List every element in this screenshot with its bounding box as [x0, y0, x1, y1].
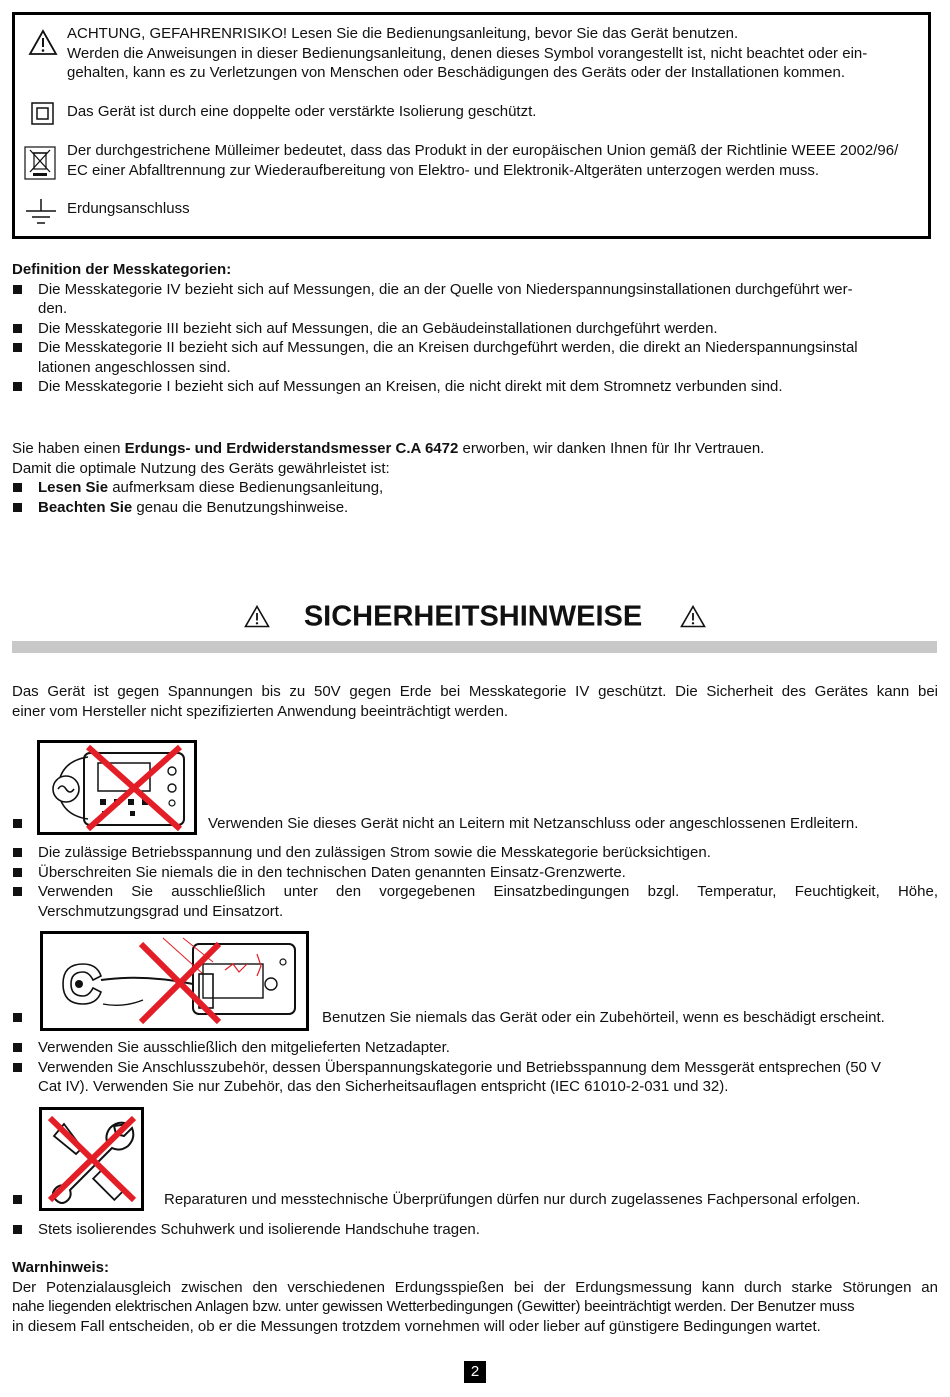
- intro-section: [12, 439, 938, 517]
- safety-title-text: SICHERHEITSHINWEISE: [303, 600, 643, 633]
- safety-group-2: [12, 1038, 938, 1097]
- earth-text: Erdungsanschluss: [67, 200, 190, 217]
- warning-line-1: ACHTUNG, GEFAHRENRISIKO! Lesen Sie die Bedienungsanleitung, bevor Sie das Gerät benutzen.: [67, 25, 739, 42]
- pic1-bullet: Verwenden Sie dieses Gerät nicht an Leitern mit Netzanschluss oder angeschlossenen Erdleitern.: [12, 814, 950, 834]
- double-insulation-icon: [31, 102, 54, 125]
- insulation-text: Das Gerät ist durch eine doppelte oder verstärkte Isolierung geschützt.: [67, 103, 537, 120]
- safety-group-3: [12, 1220, 938, 1240]
- category-item: Die Messkategorie IV bezieht sich auf Messungen, die an der Quelle von Niederspannungsinstallationen durchgeführt wer- den.: [12, 280, 938, 319]
- symbol-row-weee: [12, 141, 940, 183]
- symbol-row-insulation: [12, 102, 940, 126]
- safety-item: Verwenden Sie ausschließlich unter den vorgegebenen Einsatzbedingungen bzgl. Temperatur, Feuchtigkeit, Höhe, Verschmutzungsgrad und Einsatzort.: [12, 882, 938, 921]
- intro-bullet: Beachten Sie genau die Benutzungshinweise.: [12, 498, 938, 518]
- warning-triangle-icon: [244, 605, 270, 628]
- warning-triangle-icon: [680, 605, 706, 628]
- pic2-bullet: Benutzen Sie niemals das Gerät oder ein Zubehörteil, wenn es beschädigt erscheint.: [12, 1008, 950, 1028]
- safety-intro: Das Gerät ist gegen Spannungen bis zu 50V gegen Erde bei Messkategorie IV geschützt. Die Sicherheit des Gerätes kann bei einer vom Hersteller nicht spezifizierten Anwendung beeinträchtigt werden.: [12, 683, 938, 720]
- safety-item: Verwenden Sie Anschlusszubehör, dessen Überspannungskategorie und Betriebsspannung dem Messgerät entsprechen (50 V Cat IV). Verwenden Sie nur Zubehör, das den Sicherheitsauflagen entspricht (IEC 61010-2-031 und 32).: [12, 1058, 938, 1097]
- intro-line-2: Damit die optimale Nutzung des Geräts gewährleistet ist:: [12, 459, 390, 477]
- title-divider: [12, 641, 937, 653]
- safety-item: Die zulässige Betriebsspannung und den zulässigen Strom sowie die Messkategorie berücksichtigen.: [12, 843, 938, 863]
- pic3-bullet: Reparaturen und messtechnische Überprüfungen dürfen nur durch zugelassenes Fachpersonal erfolgen.: [12, 1190, 950, 1210]
- warning-line-2: Werden die Anweisungen in dieser Bedienungsanleitung, denen dieses Symbol vorangestellt ist, nicht beachtet oder ein-: [67, 44, 868, 62]
- weee-line-2: EC einer Abfalltrennung zur Wiederaufbereitung von Elektro- und Elektronik-Altgeräten unterzogen werden muss.: [67, 161, 820, 179]
- categories-heading: Definition der Messkategorien:: [12, 261, 232, 278]
- intro-bullet: Lesen Sie aufmerksam diese Bedienungsanleitung,: [12, 478, 938, 498]
- safety-item: Überschreiten Sie niemals die in den technischen Daten genannten Einsatz-Grenzwerte.: [12, 863, 938, 883]
- safety-title: [0, 596, 950, 635]
- warning-note-heading: Warnhinweis:: [12, 1259, 109, 1276]
- safety-group-1: [12, 843, 938, 921]
- warning-triangle-icon: [28, 29, 58, 56]
- warning-note: Warnhinweis: Der Potenzialausgleich zwischen den verschiedenen Erdungsspießen bei der Erdungsmessung kann durch starke Störungen an nahe liegenden elektrischen Anlagen bzw. unter gewissen Wetterbedingungen (Gewitter) beeinträchtigt werden. Der Benutzer muss in diesem Fall entscheiden, ob er die Messungen trotzdem vornehmen will oder lieber auf günstigere Bedingungen wartet.: [12, 1259, 938, 1335]
- page-number: 2: [464, 1361, 486, 1383]
- safety-item: Verwenden Sie ausschließlich den mitgelieferten Netzadapter.: [12, 1038, 938, 1058]
- weee-line-1: Der durchgestrichene Mülleimer bedeutet, dass das Produkt in der europäischen Union gemäß der Richtlinie WEEE 2002/96/: [67, 142, 899, 159]
- earth-ground-icon: [24, 199, 58, 227]
- symbol-row-warning: [12, 24, 940, 84]
- crossed-bin-icon: [24, 146, 56, 180]
- category-item: Die Messkategorie I bezieht sich auf Messungen an Kreisen, die nicht direkt mit dem Stromnetz verbunden sind.: [12, 377, 938, 397]
- category-item: Die Messkategorie III bezieht sich auf Messungen, die an Gebäudeinstallationen durchgeführt werden.: [12, 319, 938, 339]
- categories-section: [12, 260, 938, 397]
- category-item: Die Messkategorie II bezieht sich auf Messungen, die an Kreisen durchgeführt werden, die direkt an Niederspannungsinstal lationen angeschlossen sind.: [12, 338, 938, 377]
- warning-line-3: gehalten, kann es zu Verletzungen von Menschen oder Beschädigungen des Geräts oder der Installationen kommen.: [67, 64, 846, 81]
- safety-item: Stets isolierendes Schuhwerk und isolierende Handschuhe tragen.: [12, 1220, 938, 1240]
- symbol-row-earth: [12, 199, 940, 227]
- intro-line-1: Sie haben einen Erdungs- und Erdwiderstandsmesser C.A 6472 erworben, wir danken Ihnen für Ihr Vertrauen.: [12, 440, 765, 457]
